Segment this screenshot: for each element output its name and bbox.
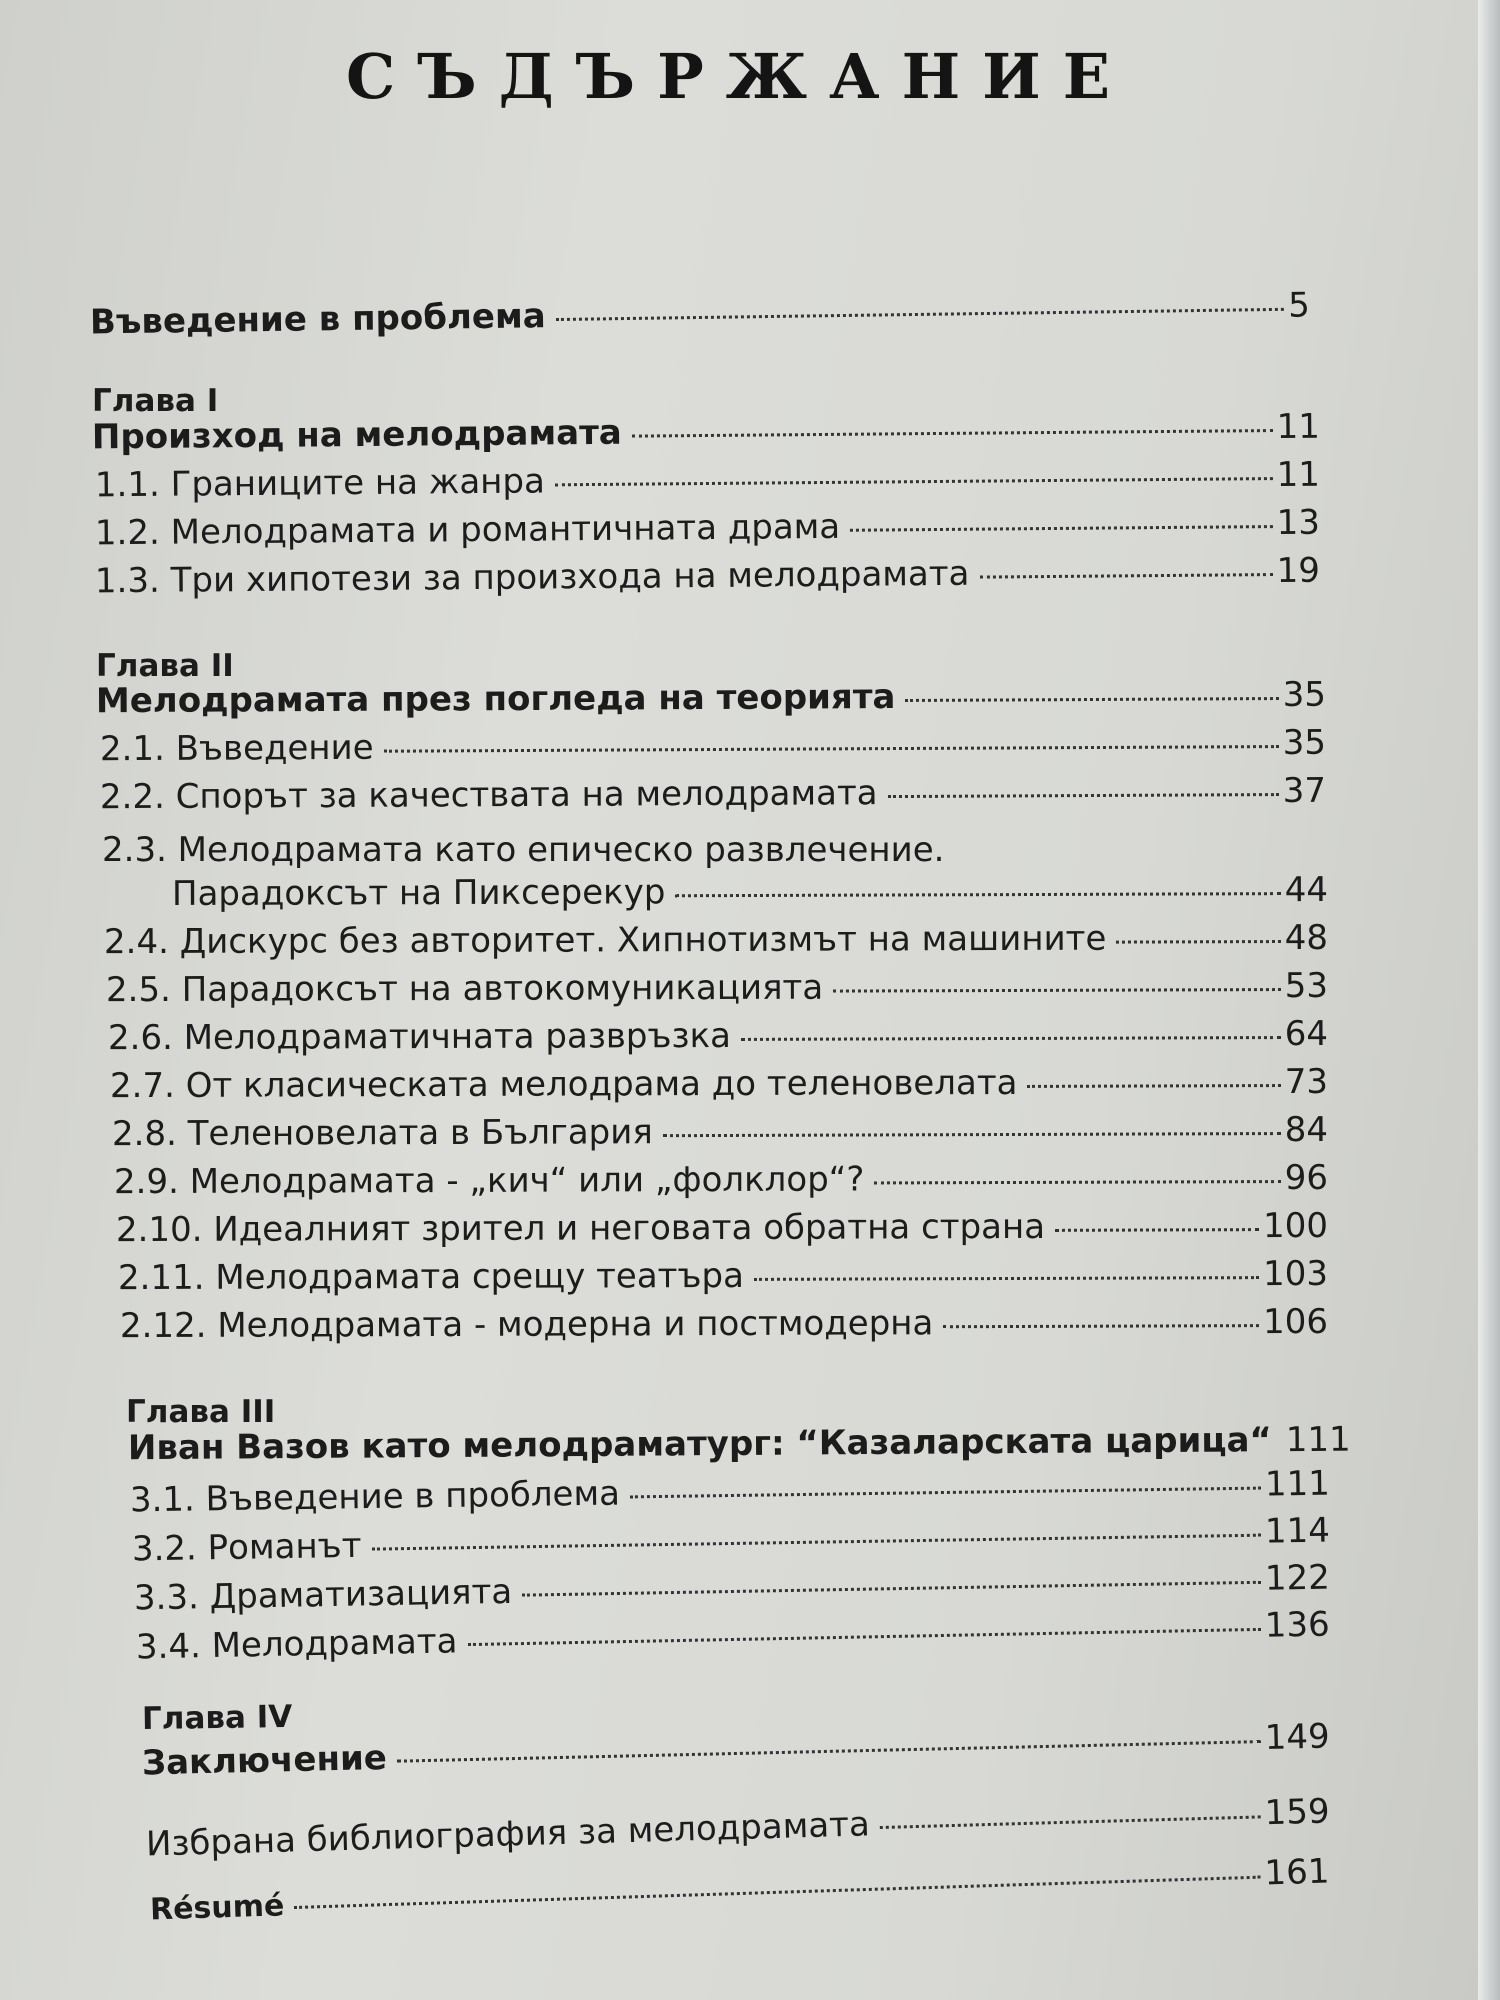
dot-leader	[675, 892, 1280, 897]
dot-leader	[741, 1036, 1281, 1041]
dot-leader	[1055, 1228, 1259, 1232]
toc-label: 2.2. Спорът за качествата на мелодрамата	[99, 773, 878, 818]
chapter-label: Глава III	[126, 1394, 276, 1430]
toc-label: 3.4. Мелодрамата	[135, 1621, 458, 1668]
toc-page-number: 100	[1262, 1205, 1329, 1247]
toc-label: 3.2. Романът	[131, 1525, 362, 1570]
toc-page-number: 111	[1264, 1463, 1331, 1505]
toc-label: 2.7. От класическата мелодрама до теленовелата	[109, 1062, 1018, 1107]
toc-page-number: 35	[1282, 674, 1327, 716]
toc-page-number: 48	[1284, 917, 1329, 959]
toc-page-number: 106	[1262, 1301, 1329, 1343]
toc-page-number: 159	[1264, 1791, 1331, 1834]
toc-page-number: 53	[1284, 965, 1329, 1007]
dot-leader	[880, 1815, 1261, 1829]
dot-leader	[371, 1534, 1260, 1551]
page-title: СЪДЪРЖАНИЕ	[346, 40, 1132, 113]
toc-label: 2.4. Дискурс без авторитет. Хипнотизмът на машините	[103, 918, 1107, 963]
chapter-label: Глава II	[96, 648, 234, 684]
toc-section-first-line: 2.3. Мелодрамата като епическо развлечение.	[102, 830, 945, 870]
toc-page-number: 114	[1264, 1510, 1331, 1552]
toc-page-number: 11	[1276, 454, 1321, 496]
dot-leader	[905, 697, 1278, 702]
toc-label: 2.10. Идеалният зрител и неговата обратна страна	[115, 1206, 1046, 1251]
toc-page-number: 44	[1284, 869, 1329, 911]
dot-leader	[888, 793, 1279, 798]
toc-page-number: 136	[1264, 1604, 1331, 1646]
dot-leader	[850, 525, 1272, 532]
dot-leader	[522, 1581, 1261, 1597]
toc-page-number: 35	[1282, 722, 1327, 764]
dot-leader	[630, 1487, 1261, 1499]
toc-page-number: 5	[1287, 285, 1311, 326]
toc-label: Мелодрамата през погледа на теорията	[95, 677, 896, 722]
toc-label: Избрана библиография за мелодрамата	[145, 1804, 871, 1865]
toc-page-number: 96	[1284, 1157, 1329, 1199]
toc-label: Иван Вазов като мелодраматург: “Казаларската царица“	[127, 1420, 1272, 1469]
toc-page-number: 64	[1284, 1013, 1329, 1055]
toc-page-number: 11	[1276, 406, 1321, 448]
toc-label: 1.1. Границите на жанра	[94, 461, 546, 506]
toc-page-number: 111	[1285, 1419, 1351, 1461]
dot-leader	[294, 1876, 1260, 1909]
toc-label: 1.3. Три хипотези за произхода на мелодрамата	[94, 553, 970, 602]
toc-entry-section[interactable]	[120, 1302, 1328, 1362]
toc-label: Парадоксът на Пиксерекур	[171, 872, 666, 915]
toc-label: 2.12. Мелодрамата - модерна и постмодерна	[119, 1303, 934, 1347]
toc-label: 2.5. Парадоксът на автокомуникацията	[105, 967, 824, 1011]
toc-entry-intro[interactable]	[90, 285, 1311, 358]
toc-label: Произход на мелодрамата	[91, 412, 622, 458]
dot-leader	[979, 573, 1272, 579]
toc-label: 3.1. Въведение в проблема	[129, 1473, 621, 1521]
toc-page-number: 122	[1264, 1557, 1331, 1599]
toc-label: Въведение в проблема	[89, 296, 546, 343]
dot-leader	[467, 1628, 1260, 1646]
dot-leader	[1116, 940, 1280, 944]
dot-leader	[943, 1324, 1259, 1328]
toc-label: 2.9. Мелодрамата - „кич“ или „фолклор“?	[113, 1159, 865, 1203]
toc-label: 1.2. Мелодрамата и романтичната драма	[94, 506, 841, 554]
toc-entry-section[interactable]	[100, 771, 1326, 833]
dot-leader	[632, 429, 1273, 438]
dot-leader	[1027, 1084, 1280, 1088]
toc-label: 2.11. Мелодрамата срещу театъра	[117, 1255, 744, 1299]
toc-label: 3.3. Драматизацията	[133, 1571, 513, 1619]
toc-page-number: 73	[1284, 1061, 1329, 1103]
toc-page-number: 161	[1263, 1851, 1331, 1894]
toc-label: Заключение	[141, 1737, 388, 1784]
toc-label: 2.1. Въведение	[99, 727, 374, 770]
dot-leader	[833, 988, 1281, 993]
dot-leader	[384, 745, 1279, 753]
toc-entry-chapter-title[interactable]	[142, 1717, 1331, 1800]
toc-page-number: 103	[1262, 1253, 1329, 1295]
dot-leader	[663, 1132, 1281, 1137]
book-edge	[1478, 0, 1500, 2000]
toc-page-number: 149	[1264, 1716, 1331, 1758]
toc-label: 2.8. Теленовелата в България	[111, 1112, 653, 1155]
toc-label: Résumé	[149, 1888, 285, 1928]
toc-page-number: 19	[1276, 550, 1321, 592]
toc-page-number: 37	[1282, 770, 1327, 812]
dot-leader	[555, 477, 1273, 486]
toc-page-number: 13	[1276, 502, 1321, 544]
dot-leader	[397, 1740, 1261, 1763]
dot-leader	[754, 1276, 1259, 1281]
toc-label: 2.6. Мелодраматичната развръзка	[107, 1015, 732, 1059]
dot-leader	[556, 308, 1285, 321]
toc-entry-section[interactable]	[95, 551, 1320, 618]
chapter-label: Глава I	[92, 383, 219, 419]
chapter-label: Глава IV	[141, 1698, 293, 1738]
dot-leader	[874, 1180, 1280, 1184]
toc-page-number: 84	[1284, 1109, 1329, 1151]
